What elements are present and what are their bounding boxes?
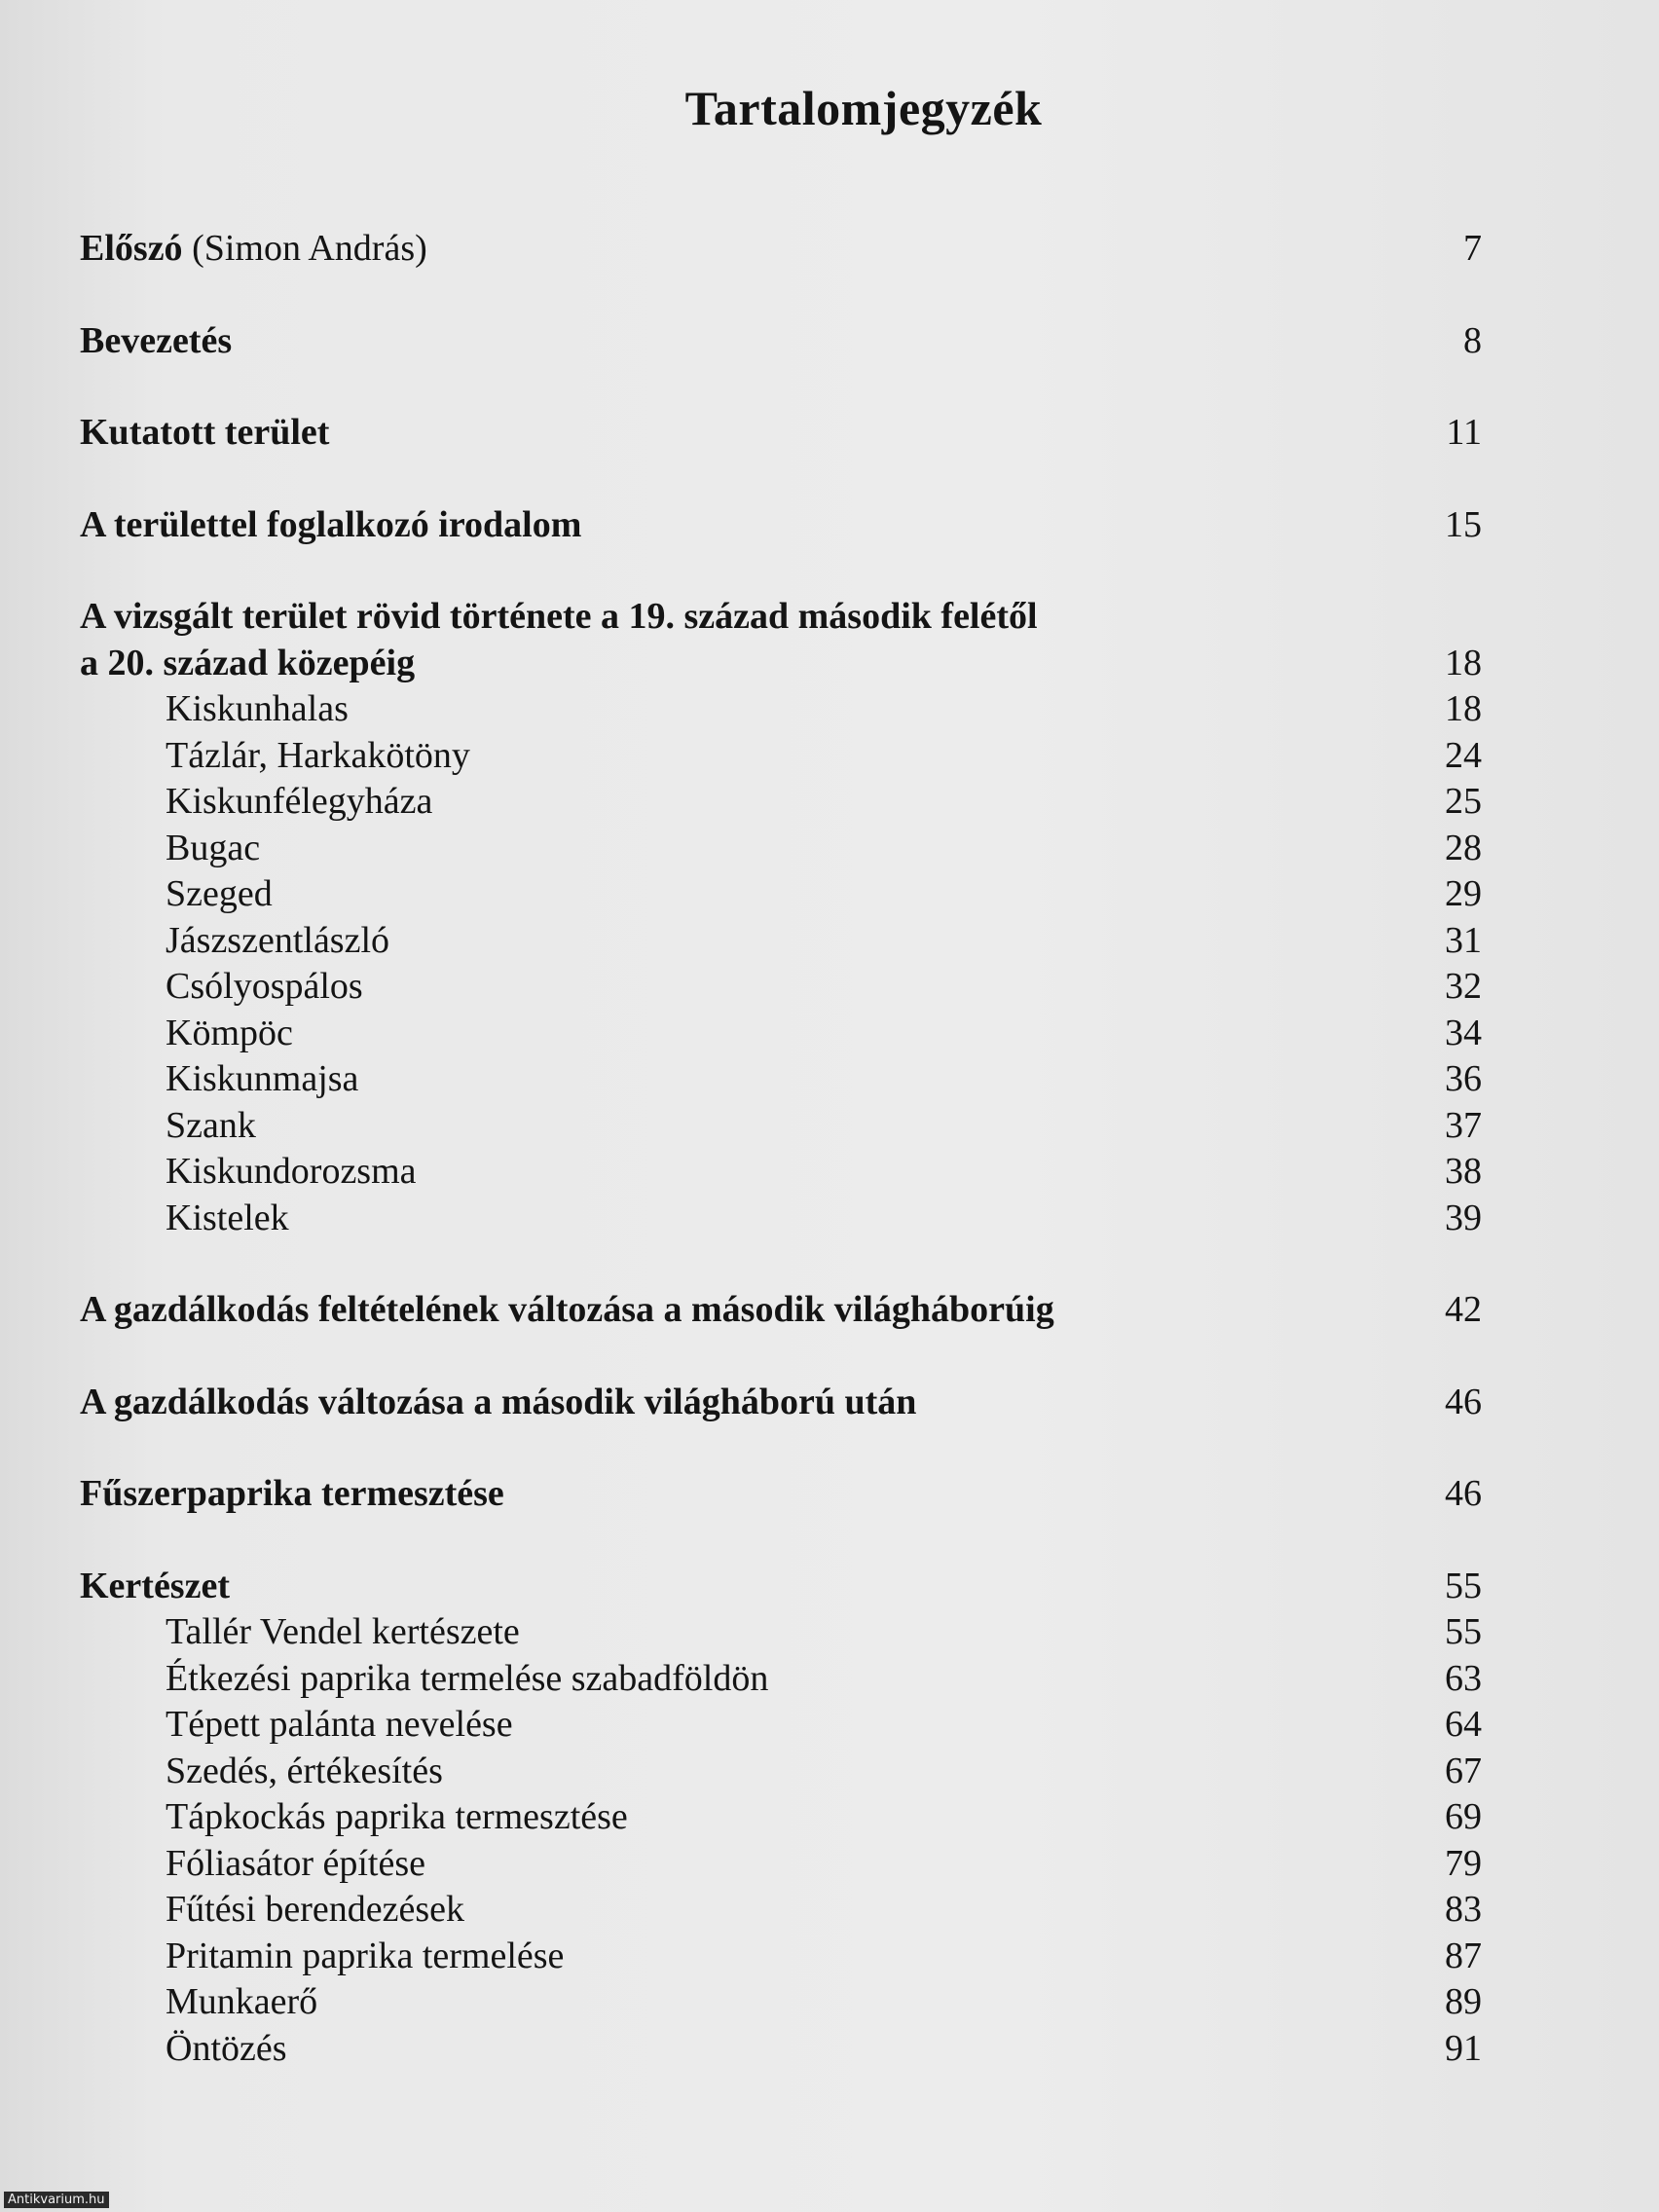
toc-entry-label: Tápkockás paprika termesztése [166, 1796, 628, 1837]
toc-entry-page: 38 [1445, 1151, 1482, 1192]
toc-entry-kerteszet [80, 1564, 1482, 1610]
toc-entry-label-continued: a 20. század közepéig [80, 642, 416, 683]
toc-entry-label: Jászszentlászló [166, 919, 390, 961]
toc-subentry [80, 1934, 1482, 1980]
toc-subentry [80, 1196, 1482, 1242]
toc-entry-label: Fűszerpaprika termesztése [80, 1473, 504, 1514]
toc-entry-label: Kutatott terület [80, 412, 330, 453]
toc-subentry [80, 1887, 1482, 1934]
toc-entry-page: 91 [1445, 2027, 1482, 2069]
toc-entry-label: Kiskunhalas [166, 688, 349, 729]
toc-entry-fuszerpaprika [80, 1471, 1482, 1518]
toc-entry-label-suffix: (Simon András) [182, 228, 427, 269]
toc-entry-label: Előszó [80, 228, 183, 269]
toc-entry-page: 55 [1445, 1611, 1482, 1652]
toc-entry-label: Tépett palánta nevelése [166, 1704, 513, 1745]
toc-entry-label: Szedés, értékesítés [166, 1750, 443, 1791]
toc-entry-page: 15 [1445, 503, 1482, 545]
watermark: Antikvarium.hu [4, 2192, 109, 2208]
toc-entry-page: 11 [1446, 412, 1482, 453]
toc-entry-tortenet-line1 [80, 594, 1482, 641]
table-of-contents [80, 226, 1482, 2072]
toc-entry-page: 24 [1445, 734, 1482, 776]
toc-entry-bevezetes [80, 318, 1482, 365]
toc-subentry [80, 1609, 1482, 1656]
toc-entry-label: A vizsgált terület rövid története a 19. század második felétől [80, 596, 1038, 637]
toc-entry-label: Bugac [166, 827, 261, 868]
toc-subentry [80, 686, 1482, 733]
toc-entry-page: 46 [1445, 1381, 1482, 1422]
toc-entry-page: 8 [1463, 319, 1482, 361]
toc-subentry [80, 779, 1482, 826]
toc-subentry [80, 1103, 1482, 1150]
toc-entry-page: 7 [1463, 228, 1482, 269]
toc-entry-label: Kiskundorozsma [166, 1151, 417, 1192]
toc-subentry [80, 1056, 1482, 1103]
toc-subentry [80, 733, 1482, 780]
toc-entry-label: Munkaerő [166, 1981, 318, 2022]
toc-subentry [80, 1841, 1482, 1888]
toc-entry-page: 55 [1445, 1565, 1482, 1606]
toc-entry-label: Pritamin paprika termelése [166, 1935, 565, 1976]
toc-entry-label: Bevezetés [80, 319, 233, 361]
toc-entry-page: 67 [1445, 1750, 1482, 1791]
toc-entry-page: 42 [1445, 1289, 1482, 1330]
toc-subentry [80, 1979, 1482, 2026]
page-title: Tartalomjegyzék [684, 81, 1043, 135]
toc-entry-label: Szeged [166, 873, 273, 914]
toc-entry-page: 29 [1445, 873, 1482, 914]
toc-entry-gazdalkodas-valtozas [80, 1380, 1482, 1426]
toc-entry-page: 46 [1445, 1473, 1482, 1514]
toc-entry-page: 36 [1445, 1058, 1482, 1099]
toc-entry-label: Öntözés [166, 2027, 287, 2069]
toc-entry-label: A területtel foglalkozó irodalom [80, 503, 582, 545]
toc-entry-page: 79 [1445, 1842, 1482, 1884]
toc-subentry [80, 871, 1482, 918]
toc-subentry [80, 1702, 1482, 1749]
toc-entry-label: A gazdálkodás feltételének változása a második világháborúig [80, 1289, 1054, 1330]
toc-subentry [80, 964, 1482, 1011]
toc-subentry [80, 826, 1482, 872]
toc-entry-label: Kömpöc [166, 1012, 293, 1053]
toc-entry-page: 25 [1445, 781, 1482, 822]
toc-entry-page: 39 [1445, 1197, 1482, 1238]
toc-subentry [80, 2026, 1482, 2073]
toc-entry-page: 87 [1445, 1935, 1482, 1976]
toc-entry-page: 64 [1445, 1704, 1482, 1745]
toc-entry-label: Fűtési berendezések [166, 1889, 465, 1930]
toc-entry-gazdalkodas-feltetel [80, 1287, 1482, 1334]
toc-entry-label: Kistelek [166, 1197, 289, 1238]
toc-subentry [80, 1656, 1482, 1703]
toc-subentry [80, 1011, 1482, 1057]
toc-entry-page: 31 [1445, 919, 1482, 961]
toc-entry-page: 18 [1445, 688, 1482, 729]
toc-entry-page: 89 [1445, 1981, 1482, 2022]
toc-entry-label: Tázlár, Harkakötöny [166, 734, 470, 776]
toc-entry-label: Kertészet [80, 1565, 230, 1606]
toc-entry-label: Kiskunfélegyháza [166, 781, 433, 822]
toc-entry-page: 69 [1445, 1796, 1482, 1837]
toc-subentry [80, 1149, 1482, 1196]
toc-entry-page: 37 [1445, 1104, 1482, 1146]
toc-entry-page: 28 [1445, 827, 1482, 868]
toc-entry-label: Étkezési paprika termelése szabadföldön [166, 1657, 769, 1699]
toc-entry-tortenet-line2 [80, 641, 1482, 687]
toc-subentry [80, 918, 1482, 965]
toc-entry-label: Csólyospálos [166, 966, 363, 1007]
toc-entry-label: Szank [166, 1104, 256, 1146]
toc-entry-kutatott-terulet [80, 410, 1482, 457]
toc-entry-irodalom [80, 502, 1482, 549]
toc-entry-page: 83 [1445, 1889, 1482, 1930]
toc-entry-page: 34 [1445, 1012, 1482, 1053]
toc-entry-label: Tallér Vendel kertészete [166, 1611, 520, 1652]
toc-entry-page: 32 [1445, 966, 1482, 1007]
toc-entry-label: A gazdálkodás változása a második világháború után [80, 1381, 917, 1422]
toc-subentry [80, 1749, 1482, 1795]
toc-entry-page: 63 [1445, 1657, 1482, 1699]
toc-entry-label: Kiskunmajsa [166, 1058, 359, 1099]
toc-entry-eloszo [80, 226, 1482, 273]
toc-subentry [80, 1794, 1482, 1841]
toc-entry-page: 18 [1445, 642, 1482, 683]
toc-entry-label: Fóliasátor építése [166, 1842, 425, 1884]
